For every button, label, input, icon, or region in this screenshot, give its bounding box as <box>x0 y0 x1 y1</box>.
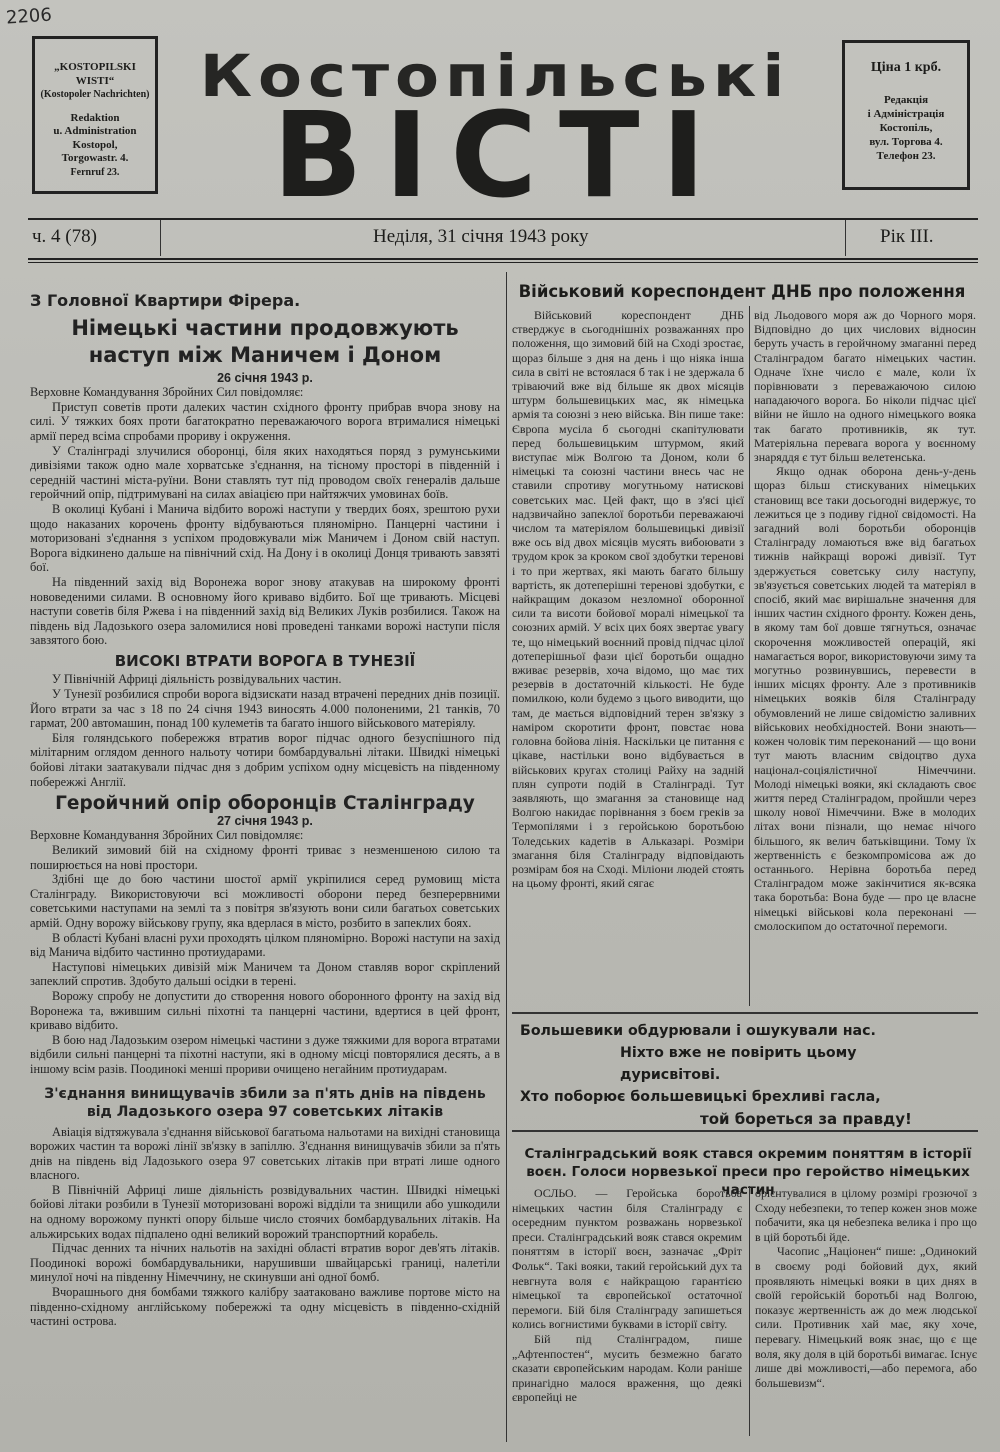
divider <box>28 258 978 260</box>
paragraph: На південний захід від Воронежа ворог знову атакував на широкому фронті нововеденими силами. В основному його кривавo відбито. Бої ще тривають. Місцеві наступи советів біля Ржева і на південний захід від Великих Луків розбилися. Також на південь від Ладозького озера заломилися нові проведені танками ворожі наступи після завзятого бою. <box>30 574 500 648</box>
archive-mark: 2206 <box>5 4 53 29</box>
column-divider <box>749 1186 750 1436</box>
divider <box>160 220 161 256</box>
slogan-line: той бореться за правду! <box>700 1110 912 1128</box>
left-box-line: Fernruf 23. <box>70 166 120 178</box>
paragraph: В області Кубані власні рухи проходять цілком пляномірно. Ворожі наступи на захід від Манича відбито частинно протиударами. <box>30 930 500 960</box>
paragraph: Верховне Командування Збройних Сил повідомляє: <box>30 385 304 400</box>
right-column-a <box>512 308 744 890</box>
date-1: 26 січня 1943 р. <box>217 370 313 385</box>
paragraph: У Сталінграді злучилися оборонці, біля яких находяться поряд з румунськими дивізіями також одно мале хорватське з'єднання, на тісному просторі в південній і середній частині міста-руїни. Вони ставлять тут під проводом своїх генералів дальше геройчний опір, підтримувані на силах авіацією при найтяжчих умовинах боїв. <box>30 443 500 502</box>
paragraph: Якщо однак оборона день-у-день щораз більш стискуваних німецьких становищ все таки досьогодні видержує, то лежиться це з подиву гідної свідомості. На загадний волі боротьби оборонців Сталінграду ломаються вже від багатьох тижнів найкращі ворожі дивізії. Тут здержується советську силу наступу, зв'язується советських людей та матеріял в спосіб, який має вирішальне значення для інших частин східного фронту. Кожен день, в якому там бої довше тягнуться, означає скорочення можливостей операцій, які намагається ворог, використовуючи зиму та могутньо розвинувшись, перевести в інших місцях фронту. Але з противників німецьких вояків біля Сталінграду обумовлений не лише свідомістю заливних військових необхідностей. Вони знають—кожен чоловік тим переконаний — що вони тут мають власним свідоцтво духа націонал-соціялістичної Німеччини. Молоді німецькі вояки, які складають своє життя перед Сталінградом, пройшли через школу нової Німеччини. Вже в молодих літах вони пізнали, що немає нічого більшого, як велич батьківщини. Тому їх жертвенність є безкомпромісова аж до останнього. Нерівна боротьба перед Сталінградом може закінчитися як-всяка така боротьба: Вона буде — про це власне німецькі військові кола переконані — смолоскипом до остаточної перемоги. <box>754 464 976 933</box>
slogan-line: Хто поборює большевицькі брехливі гасла, <box>520 1089 881 1105</box>
left-box-line: u. Administration <box>53 125 137 137</box>
left-box-line: „KOSTOPILSKI <box>54 61 136 73</box>
paragraph: Вчорашнього дня бомбами тяжкого калібру заатаковано важливе портове місто на південно-східному англійському побережжі та одну місцевість в південно-східній частині острова. <box>30 1285 500 1329</box>
divider <box>845 220 846 256</box>
divider <box>512 1130 978 1132</box>
paragraph: В околиці Кубані і Манича відбито ворожі наступи у твердих боях, зрештою рухи щодо наказаних корочень фронту відбуваються пляномірно. Панцерні частини і моторизовані з'єднання з успіхом продовжували між Маничем і Доном свій наступ. Ворога відкинено дальше на північний схід. На Дону і в околиці Донця тривають завзяті бої. <box>30 501 500 575</box>
slogan-box <box>520 1020 960 1130</box>
left-box-line: Redaktion <box>70 111 120 124</box>
column-divider <box>506 272 507 1442</box>
headline-3: Геройчний опір оборонців Сталінграду <box>55 793 475 815</box>
paragraph: У Північній Африці діяльність розвідувальних частин. <box>52 672 342 687</box>
divider <box>28 262 978 263</box>
paragraph: ОСЛЬО. — Геройська боротьба німецьких частин біля Сталінграду є осередним пунктом розважань норвезької преси. Сталінградський вояк стався окремим поняттям в історії воєн, зазначає „Фріт Фольк“. Такі вояки, такий геройський дух та невгнута воля є найкращою гарантією німецької та європейської остаточної перемоги. Бій біля Сталінграду запишеться колись вогнистими буквами в історії світу. <box>512 1186 742 1332</box>
oslo-headline: Сталінградський вояк стався окремим поняттям в історії воєн. Голоси норвезької преси про геройство німецьких частин <box>524 1146 972 1198</box>
headline-1: Німецькі частини продовжують наступ між Маничем і Доном <box>71 315 459 367</box>
paragraph: Військовий кореспондент ДНБ стверджує в сьогоднішніх розважаннях про положення, що зимовий бій на Сході зростає, щораз більше з дня на день і що ніяка інша сила в світі не встоялася б так і не здержала б тріваючий вже від більше як двох місяців штурм большевицьких мас, як німецька армія та союзні з нею війська. Він пише таке: Європа мусіла б сьогодні скапітулювати перед большевицьким штурмом, який виступає між Волгою та Доном, коли б німецькі та союзні частини внесь час не ставили спротиву могутньому натискові советських мас. Цей факт, що в з'ясі цієї надзвичайно запеклої боротьби переважаючі числом та матеріялом большевицькі дивізії вже ось від двох місяців мусять вибоювати з трудом крок за кроком свої здобутки теренові і то при жертвах, які мають багато більшу вартість, як дотеперішні теренові здобутки, є найкращим доказом незломної оборонної сили та висоти бойової моралі німецької та союзних армій. У всіх цих боях звертає увагу те, що німецький воєнний провід підчас цілої дотеперішньої фази цієї боротьби ощадно вживає резервів, хоча відомо, що має тих резервів в достаточній кількості. Не буде помилкою, коли будемо з цього виводити, що там, де мається відповідний терен зв'язку з наміром скоротити фронт, повстає нова головна бойова лінія. Наскільки це питання є цікаве, настільки воно відбувається в військових кругах столиці Райху на задній плян супроти подій в Сталінграді. Тут заявляють, що змагання за становище над Волгою накидає порівнання з боєм греків за Термопілями і з геройською боротьбою Толедських кадетів в Альказарі. Розміри змагання біля Сталінграду відповідають розмірам боя на Сході. Міліони людей стоять на цьому фронті, який сягає <box>512 308 744 891</box>
divider <box>512 1012 978 1014</box>
masthead-right-box <box>842 40 970 190</box>
paragraph: Верховне Командування Збройних Сил повідомляє: <box>30 828 304 843</box>
oslo-column-b <box>755 1186 977 1390</box>
headline-4: З'єднання винищувачів збили за п'ять днів на південь від Ладозького озера 97 советських літаків <box>44 1085 486 1120</box>
paragraph: Приступ советів проти далеких частин східного фронту прибрав вчора знову на силі. У тяжких боях проти багатократно переважаючого ворога втрималися німецькі армії перед всіма спробами прориву і окруження. <box>30 399 500 443</box>
masthead-title-main: ВІСТІ <box>272 86 728 224</box>
paragraph: Авіація відтяжувала з'єднання військової багатьома нальотами на вихідні становища ворожих частин та ворожі лінії зв'язку в запіллю. З'єднання винищувачів збили за п'ять днів на південь від Ладозького озера 97 советських літаків при втраті лише одного власного. <box>30 1124 501 1183</box>
paragraph: орієнтувалися в цілому розмірі грозючої з Сходу небезпеки, то тепер кожен знов може побачити, яка ця небезпека велика і про що в цій боротьбі йде. <box>755 1186 977 1244</box>
slogan-line: Ніхто вже не повірить цьому дурисвітові. <box>620 1045 857 1083</box>
paragraph: Великий зимовий бій на східному фронті триває з незменшеною силою та поширюється на нові простори. <box>30 843 500 872</box>
section-heading: З Головної Квартири Фірера. <box>30 291 301 310</box>
left-box-line: WISTI“ <box>75 74 115 87</box>
paragraph: У Тунезії розбилися спроби ворога відзискати назад втрачені передних днів позиції. Його втрати за час з 18 по 24 січня 1943 виносять 4.000 полоненими, 21 танків, 70 гармат, 200 автомашин, понад 100 кулеметів та багато іншого військового матеріялу. <box>30 687 500 731</box>
right-box-line: Телефон 23. <box>876 150 936 162</box>
right-box-line: і Адміністрація <box>867 108 945 120</box>
left-box-line: Kostopol, <box>72 138 118 151</box>
headline-2: ВИСОКІ ВТРАТИ ВОРОГА В ТУНЕЗІЇ <box>114 651 416 670</box>
left-column <box>30 291 501 1329</box>
paragraph: Здібні ще до бою частини шостої армії укріпилися серед румовищ міста Сталінграду. Використовуючи всі можливості оборони перед безперервними советськими наступами на землі та з повітря зв'язують вони сили багатьох советських армій. Одну ворожу військову групу, яка вдерлася в місто, розбито в запеклих боях. <box>30 872 500 930</box>
right-box-line: Редакція <box>883 94 929 106</box>
paragraph: Підчас денних та нічних нальотів на західні області втратив ворог дев'ять літаків. Поодинокі ворожі бомбардувальники, нарушивши швайцарські границі, налетіли минулої ночі на південну Німеччину, не скинувши ані одної бомб. <box>30 1241 500 1285</box>
slogan-line: Большевики обдурювали і ошукували нас. <box>520 1023 876 1039</box>
right-box-line: вул. Торгова 4. <box>869 136 943 148</box>
masthead-title-top: Костопільські <box>199 43 791 111</box>
paragraph: В бою над Ладозьким озером німецькі частини з дуже тяжкими для ворога втратами відбили сильні панцерні та піхотні наступи, які в одному місці повторялися десять, а в іншому всім разів. Поодинокі менші прориви очищено негайним протиударам. <box>30 1032 500 1076</box>
issue-date: Неділя, 31 січня 1943 року <box>373 226 589 247</box>
right-column-b <box>754 308 976 933</box>
issue-year: Рік III. <box>880 226 934 247</box>
right-box-line: Костопіль, <box>879 122 933 134</box>
paragraph: Бій під Сталінградом, пише „Афтенпостен“, мусить безмежно багато сказати європейським народам. Коли раніше принагідно малося враження, що деякі європейці не <box>512 1331 742 1405</box>
paragraph: Часопис „Націонен“ пише: „Одинокий в своєму роді бойовий дух, який проявляють німецькі вояки в цих днях в своїй геройській боротьбі над Волгою, показує жертвенність аж до меж людської сили. Противник хай має, яку хоче, перевагу. Німецький вояк знає, що є ще воля, яку доля в цій боротьбі вимагає. Існує лише дві можливості,—або перемога, або большевизм“. <box>755 1244 977 1390</box>
paragraph: Ворожу спробу не допустити до створення нового оборонного фронту на захід від Воронежа та, вжившим сильні піхотні та панцерні частини, вдертися в цей фронт, криваво відбито. <box>30 988 500 1033</box>
left-box-line: Torgowastr. 4. <box>61 152 129 164</box>
oslo-column-a <box>512 1186 742 1405</box>
issue-row <box>28 220 978 258</box>
column-divider <box>749 306 750 1006</box>
paragraph: від Льодового моря аж до Чорного моря. Відповідно до цих числових відносин беруть участь в геройчному змаганні перед Сталінградом багато німецьких частин. Одначе їхне число є мале, коли їх порівнювати з переважаючою силою нападаючого ворога. Бо ніколи підчас цієї війни не йшло на одного німецького вояка так багато противників, як тут. Матеріяльна перевага ворога у воєнному знаряддя є тут більш велетенська. <box>754 308 976 465</box>
price: Ціна 1 крб. <box>870 60 942 75</box>
paragraph: Біля голяндського побережжя втратив ворог підчас одного безуспішного під мілітарним оглядом денного нальоту чотири бомбардувальні літаки. Швидкі німецькі бойові літаки заатакували підчас дня з добрим успіхом одну місцевість на південному побережжі Англії. <box>30 730 500 789</box>
issue-number: ч. 4 (78) <box>32 226 97 247</box>
paragraph: Наступові німецьких дивізій між Маничем та Доном ставляв ворог скріплений запеклий спротив. Здобуто дальші осідки в терені. <box>30 959 500 989</box>
date-3: 27 січня 1943 р. <box>217 813 313 828</box>
paragraph: В Північній Африці лише діяльність розвідувальних частин. Швидкі німецькі бойові літаки розбили в Тунезії моторизовані ворожі відділи та знищили або ушкодили на одному ворожому пункті опору більше число стоячих бомбардувальних літаків. На альжирських водах підпалено одні великий ворожий транспортний корабель. <box>30 1182 500 1241</box>
left-box-line: (Kostopoler Nachrichten) <box>40 89 150 100</box>
masthead-left-box <box>32 36 158 194</box>
right-headline: Військовий кореспондент ДНБ про положення <box>518 282 966 301</box>
